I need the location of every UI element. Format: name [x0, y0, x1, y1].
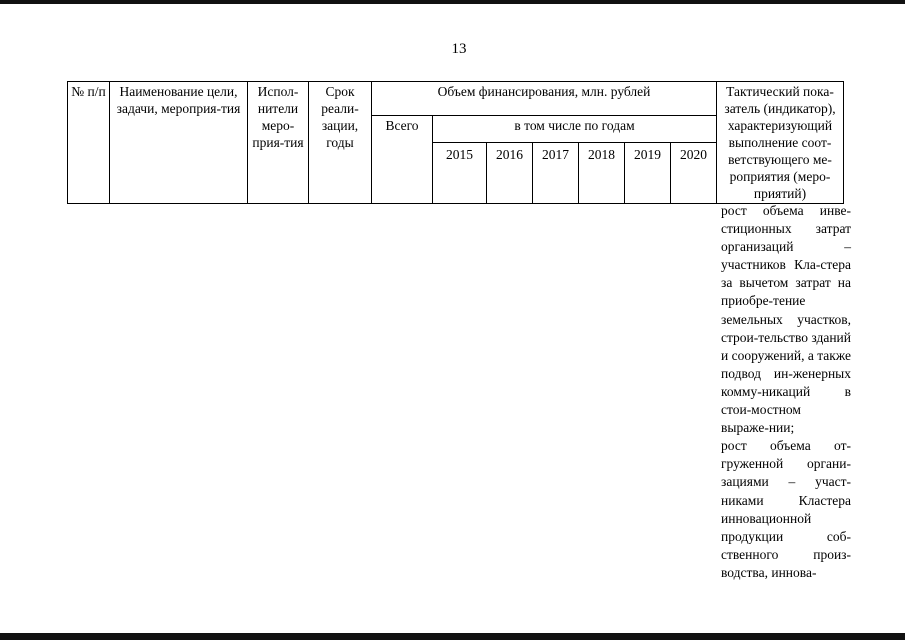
- header-year: 2020: [671, 143, 717, 204]
- header-year: 2017: [533, 143, 579, 204]
- header-indicator: Тактический пока-затель (индикатор), характеризующий выполнение соот-ветствующего ме-роприятия (меро-приятий): [717, 82, 844, 204]
- header-year: 2018: [579, 143, 625, 204]
- header-year: 2016: [487, 143, 533, 204]
- header-executors: Испол-нители меро-прия-тия: [248, 82, 309, 204]
- indicator-paragraph: рост объема инве-стиционных затрат организаций – участников Кла-стера за вычетом затрат на приобре-тение земельных участков, строи-тельство зданий и сооружений, а также подвод ин-женерных комму-никаций в стои-мостном выраже-нии;: [721, 203, 851, 436]
- header-total: Всего: [372, 116, 433, 204]
- header-year: 2019: [625, 143, 671, 204]
- financing-table: [67, 81, 844, 204]
- indicator-text: [721, 202, 851, 582]
- header-year: 2015: [433, 143, 487, 204]
- header-funding: Объем финансирования, млн. рублей: [372, 82, 717, 116]
- top-border-bar: [0, 0, 905, 4]
- page-number: 13: [451, 41, 467, 57]
- header-number: № п/п: [68, 82, 110, 204]
- header-by-years: в том числе по годам: [433, 116, 717, 143]
- header-term: Срок реали-зации, годы: [309, 82, 372, 204]
- bottom-border-bar: [0, 633, 905, 640]
- header-name: Наименование цели, задачи, мероприя-тия: [110, 82, 248, 204]
- indicator-paragraph: рост объема от-груженной органи-зациями – участ-никами Кластера инновационной продукции соб-ственного произ-водства, иннова-: [721, 438, 851, 580]
